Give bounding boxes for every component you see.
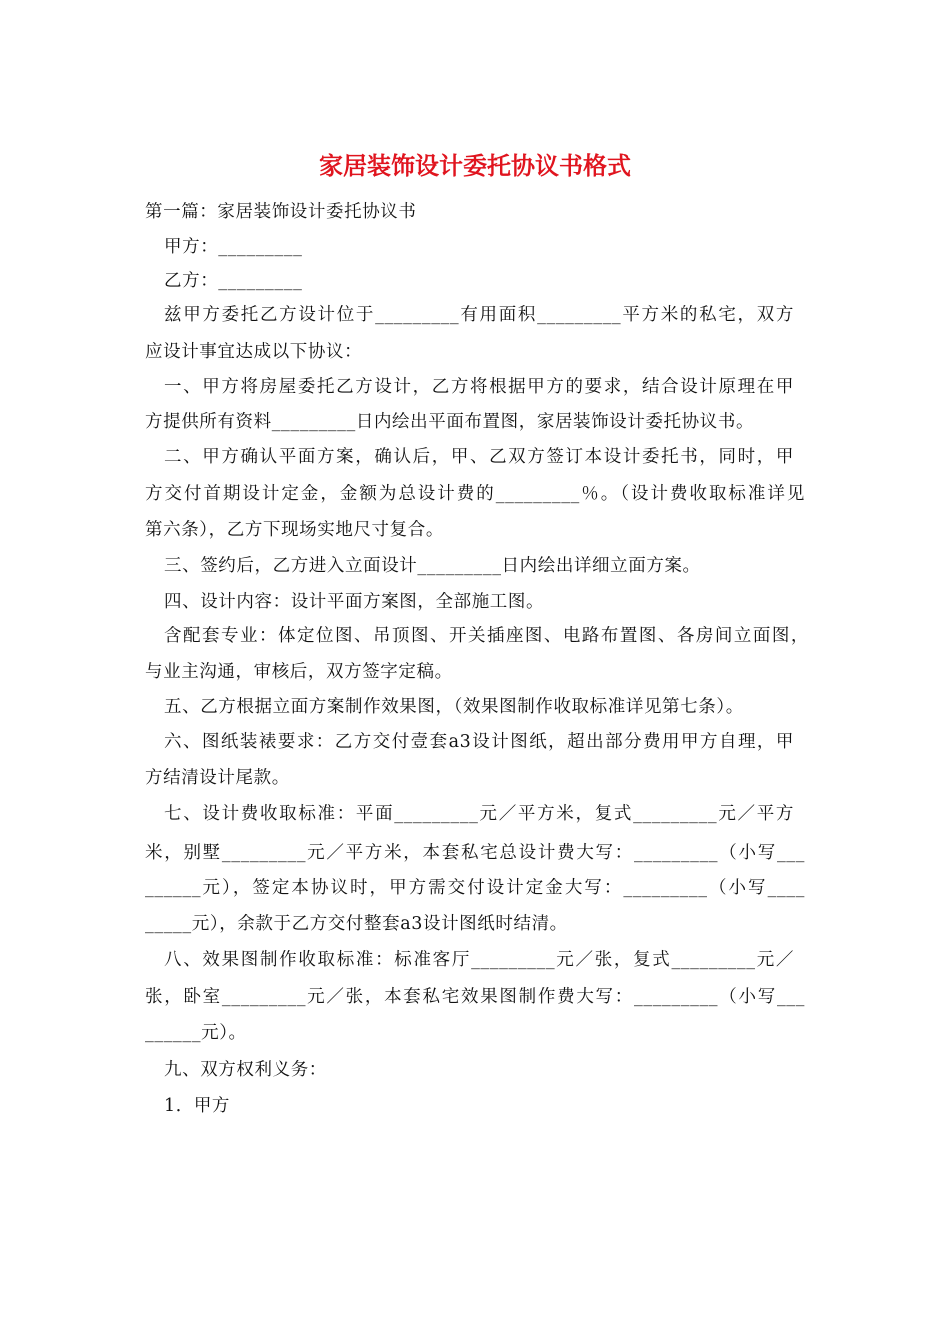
- clause-line: _____元），余款于乙方交付整套a3设计图纸时结清。: [145, 914, 568, 934]
- clause-line: 六、图纸装裱要求：乙方交付壹套a3设计图纸，超出部分费用甲方自理，甲: [164, 732, 794, 752]
- clause-line: 九、双方权利义务：: [164, 1060, 327, 1080]
- paragraph-line: 应设计事宜达成以下协议：: [145, 342, 363, 362]
- clause-line: 七、设计费收取标准：平面_________元／平方米，复式_________元／平方: [164, 804, 794, 824]
- clause-line: 方提供所有资料_________日内绘出平面布置图，家居装饰设计委托协议书。: [145, 412, 755, 432]
- clause-line: 张，卧室_________元／张，本套私宅效果图制作费大写：_________（小写___: [145, 987, 805, 1007]
- clause-line: 米，别墅_________元／平方米，本套私宅总设计费大写：_________（小写___: [145, 843, 805, 863]
- clause-line: 一、甲方将房屋委托乙方设计，乙方将根据甲方的要求，结合设计原理在甲: [164, 377, 794, 397]
- clause-line: 1．甲方: [164, 1096, 231, 1116]
- clause-line: ______元）。: [145, 1023, 247, 1043]
- clause-line: 二、甲方确认平面方案，确认后，甲、乙双方签订本设计委托书，同时，甲: [164, 447, 794, 467]
- clause-line: 三、签约后，乙方进入立面设计_________日内绘出详细立面方案。: [164, 556, 701, 576]
- document-title: 家居装饰设计委托协议书格式: [319, 151, 631, 180]
- clause-line: 方交付首期设计定金，金额为总设计费的_________％。（设计费收取标准详见: [145, 484, 805, 504]
- party-a-line: 甲方：_________: [164, 237, 303, 257]
- section-heading: 第一篇：家居装饰设计委托协议书: [145, 202, 417, 222]
- clause-line: 与业主沟通，审核后，双方签字定稿。: [145, 662, 453, 682]
- clause-line: 含配套专业：体定位图、吊顶图、开关插座图、电路布置图、各房间立面图，: [164, 626, 809, 646]
- clause-line: 四、设计内容：设计平面方案图，全部施工图。: [164, 592, 545, 612]
- clause-line: ______元），签定本协议时，甲方需交付设计定金大写：_________（小写____: [145, 878, 805, 898]
- clause-line: 方结清设计尾款。: [145, 768, 290, 788]
- clause-line: 八、效果图制作收取标准：标准客厅_________元／张，复式_________元／: [164, 950, 794, 970]
- paragraph-line: 兹甲方委托乙方设计位于_________有用面积_________平方米的私宅，双方: [164, 305, 794, 325]
- clause-line: 第六条），乙方下现场实地尺寸复合。: [145, 520, 444, 540]
- party-b-line: 乙方：_________: [164, 271, 303, 291]
- clause-line: 五、乙方根据立面方案制作效果图，（效果图制作收取标准详见第七条）。: [164, 697, 744, 717]
